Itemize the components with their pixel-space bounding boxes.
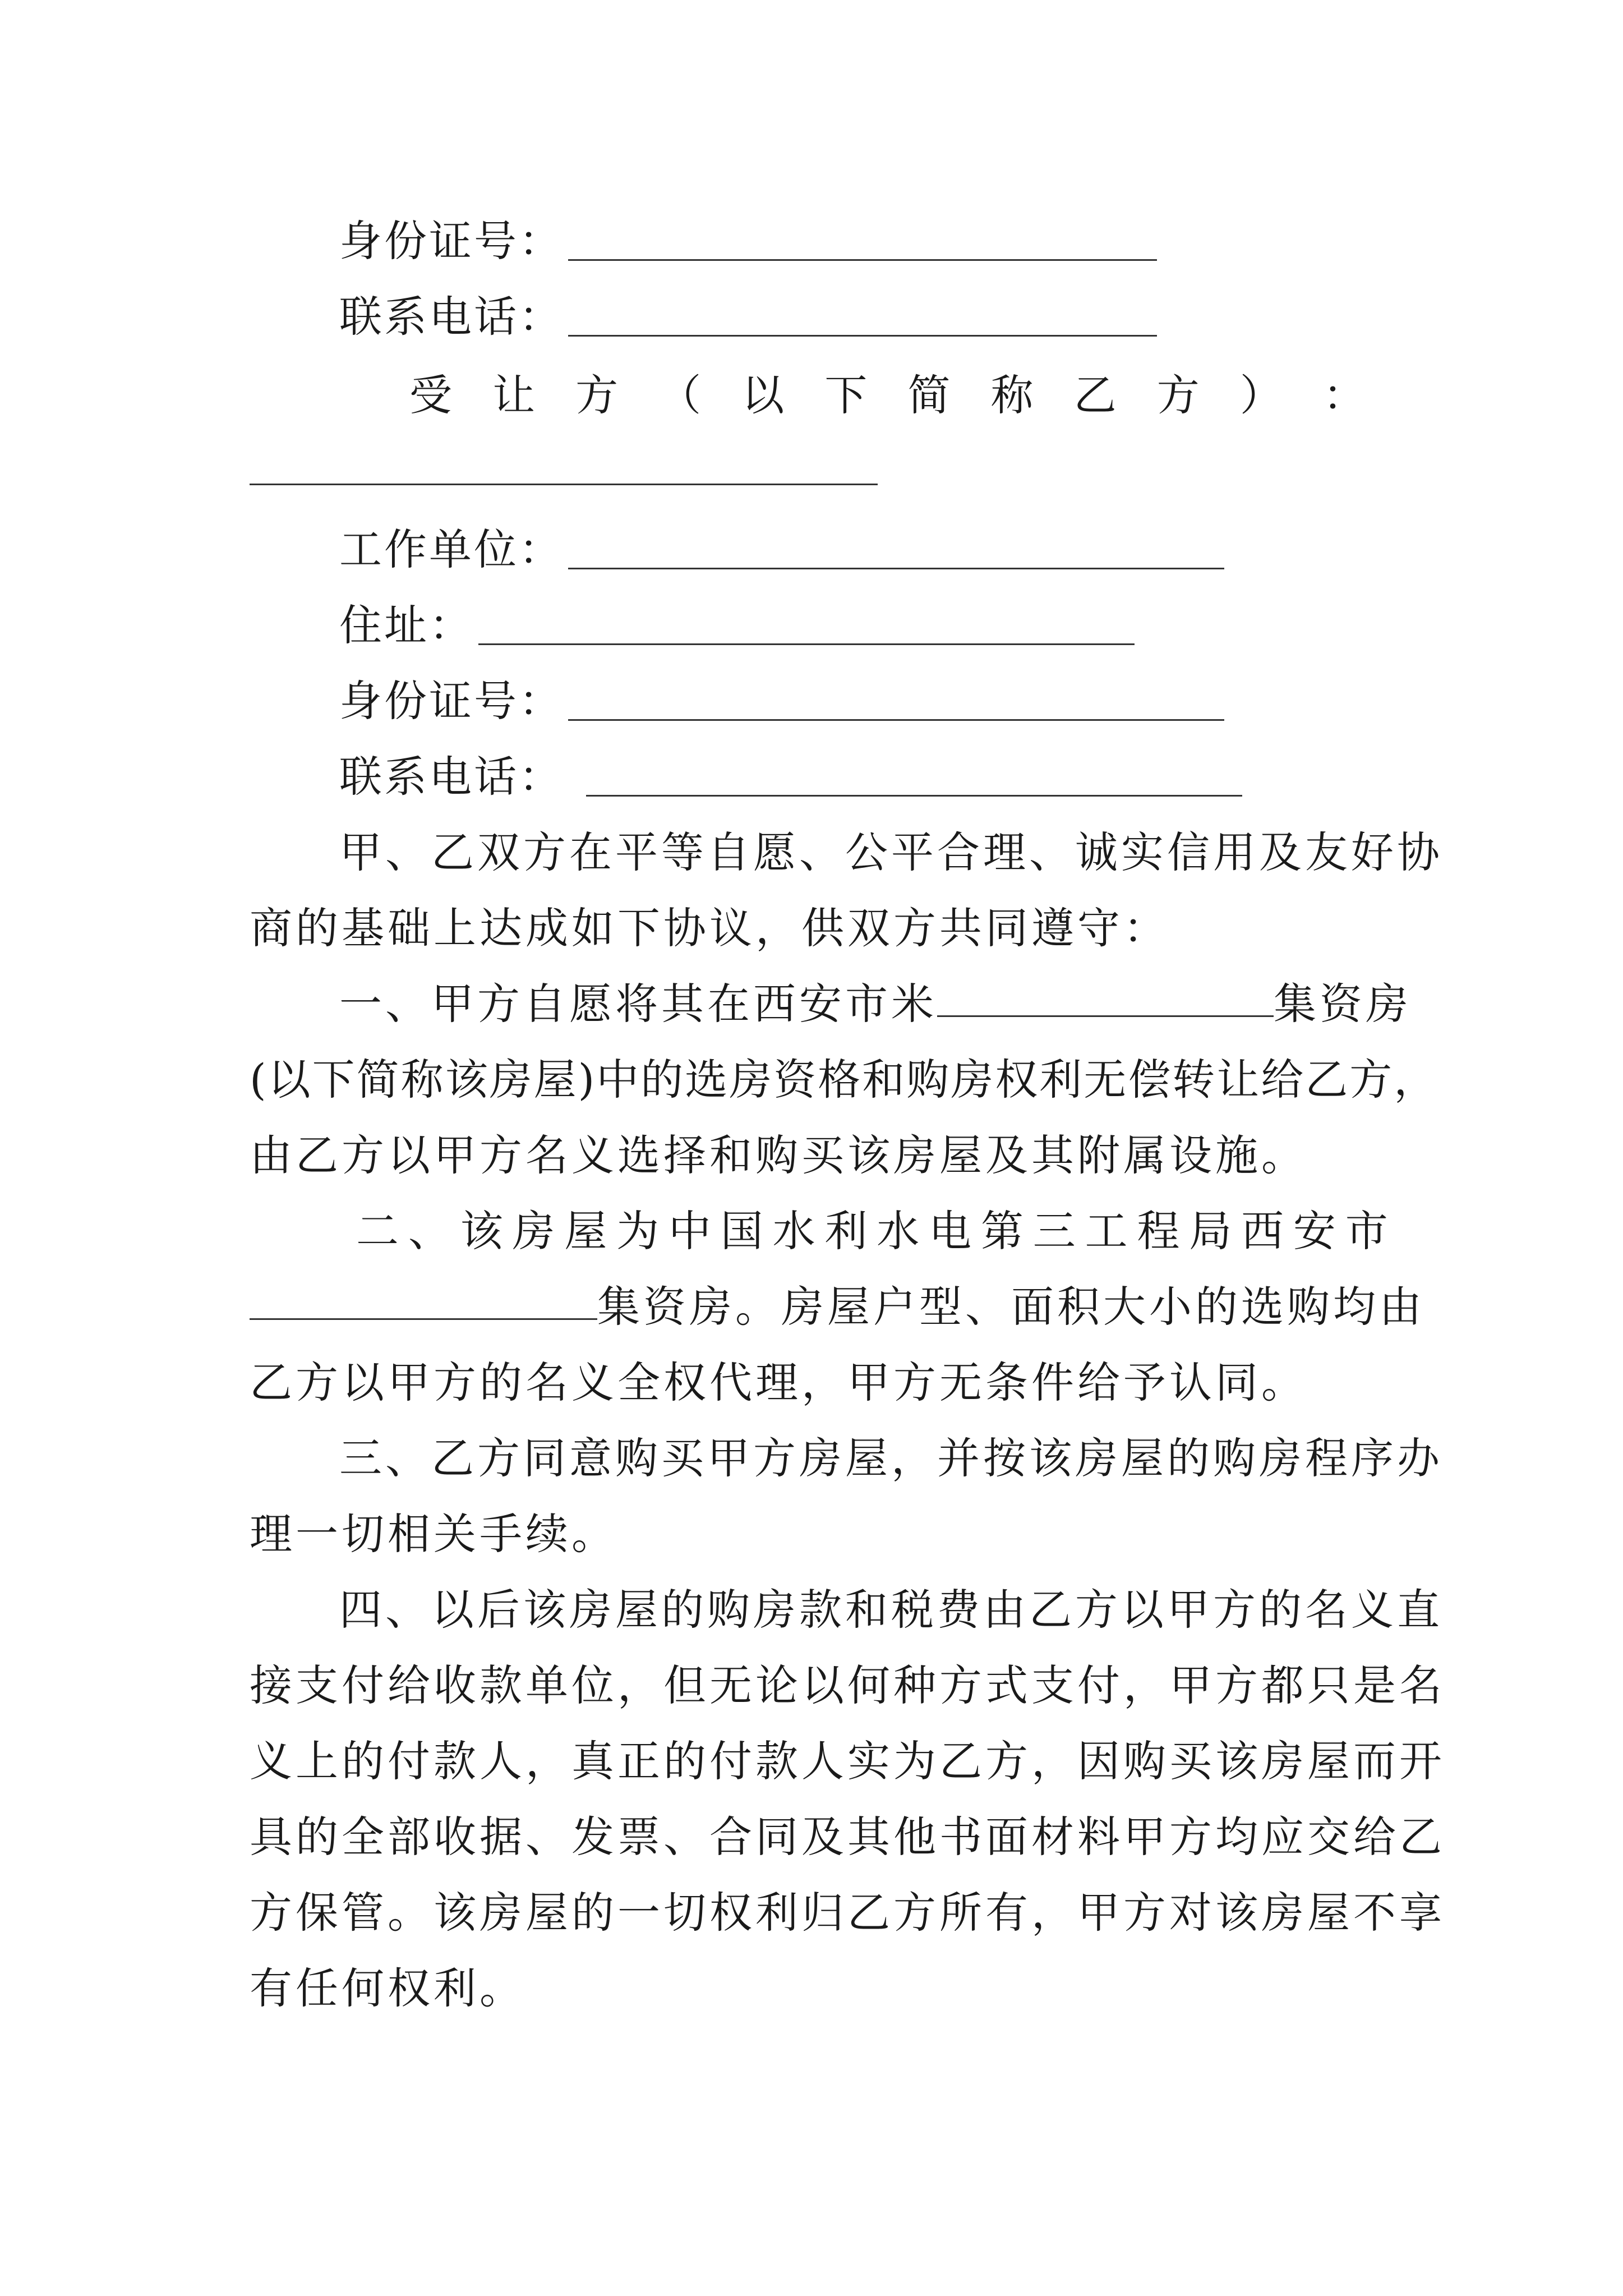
intro-line-2: 商的基础上达成如下协议，供双方共同遵守： bbox=[250, 903, 1169, 953]
clause-3-line-2: 理一切相关手续。 bbox=[250, 1509, 617, 1559]
clause-1-line-1 bbox=[339, 976, 1412, 1032]
clause-2-char: 该 bbox=[460, 1206, 503, 1256]
clause-4-line-6: 有任何权利。 bbox=[250, 1963, 525, 2013]
clause-2-char: 三 bbox=[1032, 1206, 1076, 1256]
clause-2-char: 屋 bbox=[564, 1206, 607, 1256]
transferee-name-blank bbox=[250, 482, 878, 485]
transferor-phone-blank bbox=[568, 298, 1157, 337]
transferee-id-row bbox=[339, 673, 1224, 729]
clause-2-char: 利 bbox=[824, 1206, 868, 1256]
transferee-heading-char: 以 bbox=[741, 370, 785, 420]
transferee-heading-char: ） bbox=[1239, 370, 1283, 420]
clause-2-char: 国 bbox=[720, 1206, 763, 1256]
clause-2-char: 房 bbox=[512, 1206, 555, 1256]
transferee-heading-char: 简 bbox=[907, 370, 951, 420]
clause-1-text-b: 集资房 bbox=[1274, 979, 1412, 1029]
clause-1-line-2: (以下简称该房屋)中的选房资格和购房权利无偿转让给乙方， bbox=[250, 1055, 1438, 1105]
transferor-id-label: 身份证号： bbox=[339, 216, 564, 266]
clause-2-char: 安 bbox=[1293, 1206, 1336, 1256]
clause-4-line-3: 义上的付款人，真正的付款人实为乙方，因购买该房屋而开 bbox=[250, 1736, 1445, 1786]
transferee-work-blank bbox=[568, 531, 1224, 569]
transferee-address-label: 住址： bbox=[339, 600, 474, 650]
transferor-phone-row bbox=[339, 289, 1157, 345]
clause-4-line-1: 四、以后该房屋的购房款和税费由乙方以甲方的名义直 bbox=[339, 1585, 1443, 1635]
transferee-heading-char: ： bbox=[1322, 370, 1366, 420]
transferee-address-blank bbox=[478, 606, 1135, 645]
clause-1-line-3: 由乙方以甲方名义选择和购买该房屋及其附属设施。 bbox=[250, 1130, 1307, 1180]
transferee-phone-blank bbox=[586, 758, 1242, 797]
transferee-heading-char: 称 bbox=[990, 370, 1034, 420]
clause-2-char: 水 bbox=[772, 1206, 815, 1256]
transferee-heading-char: 方 bbox=[575, 370, 619, 420]
transferee-phone-label: 联系电话： bbox=[339, 752, 564, 802]
transferor-phone-label: 联系电话： bbox=[339, 292, 564, 342]
transferee-heading-char: （ bbox=[658, 370, 702, 420]
transferee-work-row bbox=[339, 522, 1224, 578]
clause-2-char: 电 bbox=[929, 1206, 972, 1256]
clause-2-char: 市 bbox=[1345, 1206, 1388, 1256]
transferee-phone-row bbox=[339, 749, 1242, 805]
transferee-heading-char: 受 bbox=[409, 370, 452, 420]
clause-1-blank bbox=[937, 976, 1274, 1017]
clause-2-line-2 bbox=[250, 1279, 1425, 1335]
clause-2-char: 中 bbox=[668, 1206, 711, 1256]
transferee-heading-char: 方 bbox=[1156, 370, 1200, 420]
clause-2-char: 局 bbox=[1189, 1206, 1232, 1256]
transferor-id-row bbox=[339, 213, 1157, 269]
transferor-id-blank bbox=[568, 222, 1157, 261]
clause-2-char: 、 bbox=[408, 1206, 451, 1256]
clause-4-line-4: 具的全部收据、发票、合同及其他书面材料甲方均应交给乙 bbox=[250, 1812, 1445, 1862]
clause-2-char: 西 bbox=[1241, 1206, 1284, 1256]
clause-2-text: 集资房。房屋户型、面积大小的选购均由 bbox=[597, 1282, 1425, 1332]
clause-4-line-2: 接支付给收款单位，但无论以何种方式支付，甲方都只是名 bbox=[250, 1660, 1445, 1710]
clause-2-char: 程 bbox=[1137, 1206, 1180, 1256]
clause-2-line-3: 乙方以甲方的名义全权代理，甲方无条件给予认同。 bbox=[250, 1358, 1307, 1407]
clause-2-blank bbox=[250, 1279, 597, 1320]
clause-2-char: 第 bbox=[980, 1206, 1023, 1256]
transferee-address-row bbox=[339, 597, 1135, 654]
transferee-heading-char: 乙 bbox=[1073, 370, 1117, 420]
clause-2-line-1 bbox=[356, 1203, 1388, 1259]
clause-3-line-1: 三、乙方同意购买甲方房屋，并按该房屋的购房程序办 bbox=[339, 1433, 1443, 1483]
clause-2-char: 为 bbox=[616, 1206, 660, 1256]
clause-1-text-a: 一、甲方自愿将其在西安市米 bbox=[339, 979, 937, 1029]
transferee-heading bbox=[409, 367, 1366, 424]
transferee-heading-char: 让 bbox=[492, 370, 536, 420]
transferee-work-label: 工作单位： bbox=[339, 524, 564, 574]
transferee-id-label: 身份证号： bbox=[339, 676, 564, 726]
clause-2-char: 工 bbox=[1085, 1206, 1128, 1256]
clause-2-char: 二 bbox=[356, 1206, 399, 1256]
intro-line-1: 甲、乙双方在平等自愿、公平合理、诚实信用及友好协 bbox=[339, 827, 1443, 877]
transferee-heading-char: 下 bbox=[824, 370, 868, 420]
transferee-id-blank bbox=[568, 682, 1224, 721]
clause-4-line-5: 方保管。该房屋的一切权利归乙方所有，甲方对该房屋不享 bbox=[250, 1888, 1445, 1938]
clause-2-char: 水 bbox=[877, 1206, 920, 1256]
